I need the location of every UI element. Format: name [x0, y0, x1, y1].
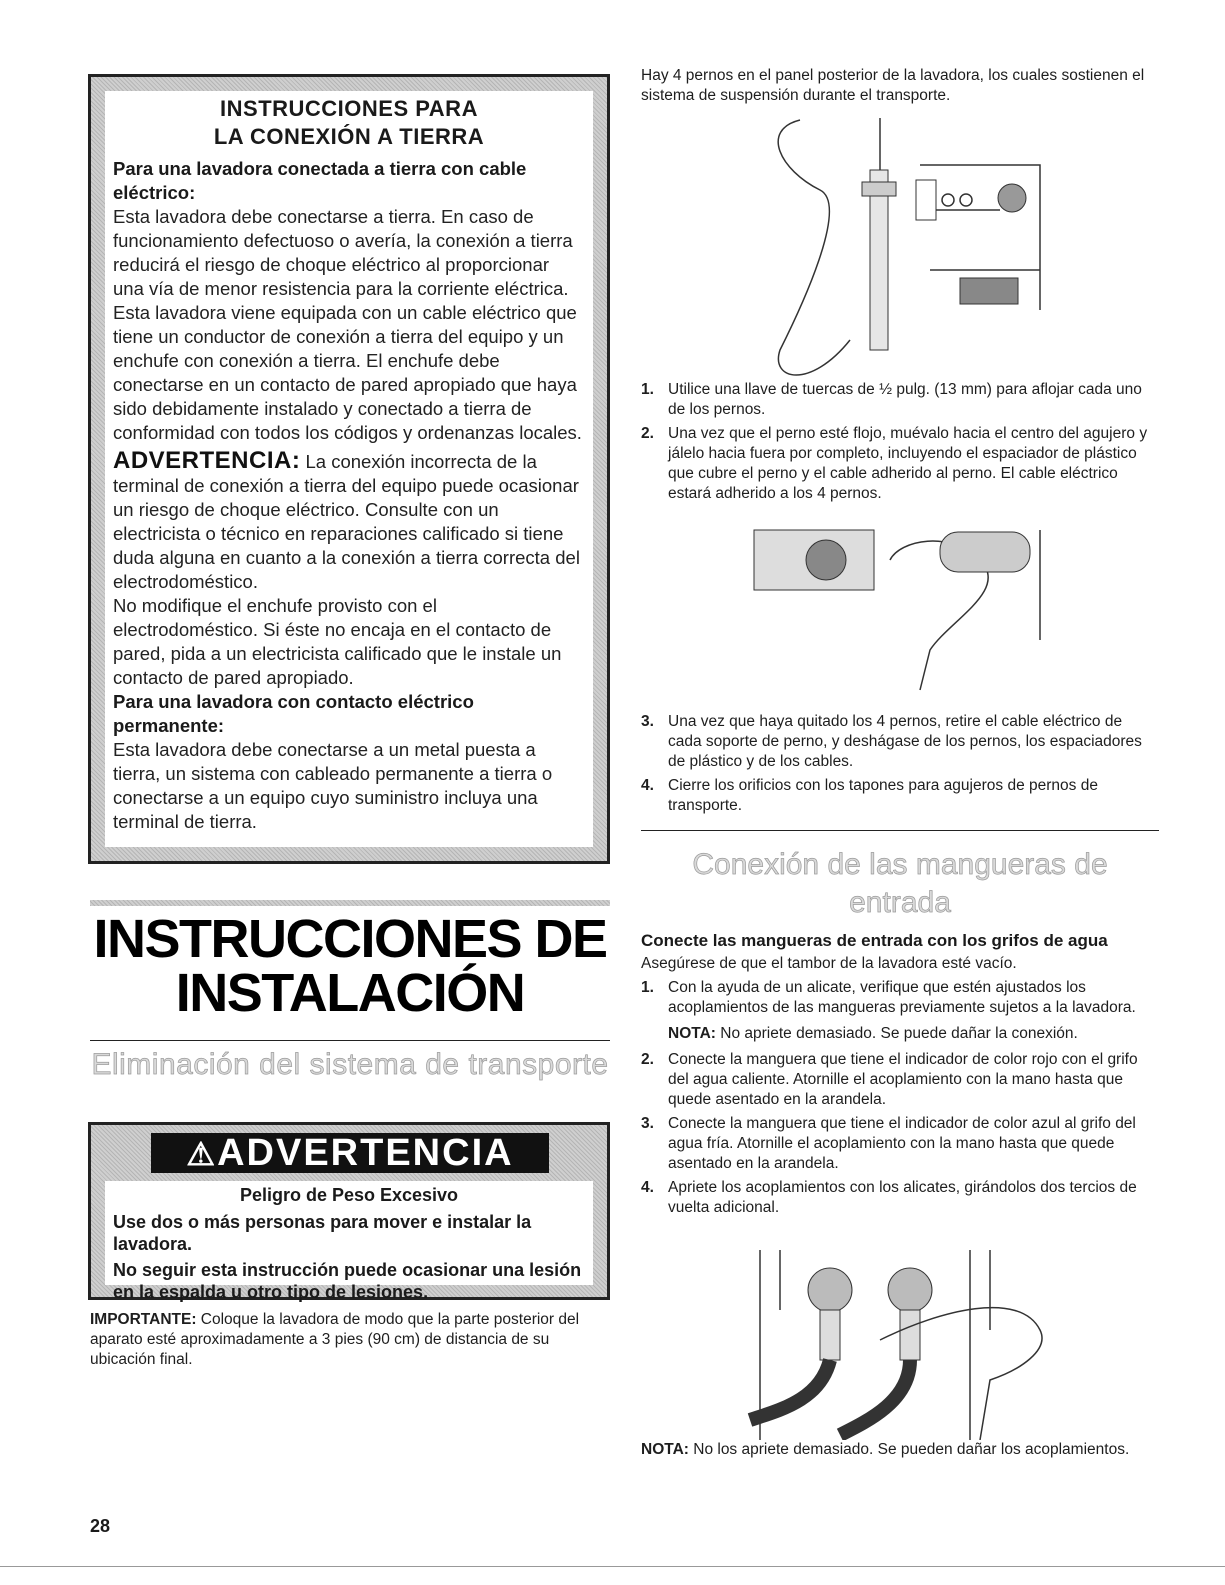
inlet-section-heading: Conexión de las mangueras de entrada — [692, 848, 1108, 919]
panel-bracket — [916, 180, 936, 220]
cold-faucet-body — [900, 1310, 920, 1360]
bolt-shape — [870, 170, 888, 350]
bolt-hole — [806, 540, 846, 580]
grounding-warning-label: ADVERTENCIA: — [113, 447, 301, 474]
corded-heading: Para una lavadora conectada a tierra con cable eléctrico: — [113, 158, 527, 203]
step-text: Una vez que el perno esté flojo, muévalo hacia el centro del agujero y jálelo hacia fuera por completo, incluyendo el espaciador de plástico que cubre el perno y el cable adherido al perno. El cable eléctrico estará adherido a los 4 pernos. — [668, 425, 1148, 502]
hazard-title: Peligro de Peso Excesivo — [239, 1185, 459, 1205]
panel-hole — [942, 194, 954, 206]
warning-banner — [151, 1133, 549, 1173]
step-number: 4. — [641, 1179, 654, 1196]
step-number: 2. — [641, 1051, 654, 1068]
modify-plug-text: No modifique el enchufe provisto con el electrodoméstico. Si éste no encaja en el contacto de pared, pida a un electricista calificado que le instale un contacto de pared apropiado. — [113, 595, 562, 688]
cold-faucet-handle — [888, 1268, 932, 1312]
transport-section-heading: Eliminación del sistema de transporte — [91, 1048, 609, 1081]
warning-banner-text: ADVERTENCIA — [217, 1132, 514, 1174]
step-number: 1. — [641, 381, 654, 398]
panel-hole — [960, 194, 972, 206]
step-text: Conecte la manguera que tiene el indicador de color rojo con el grifo del agua caliente. Atornille el acoplamiento con la mano hasta que quede asentado en la arandela. — [668, 1051, 1138, 1108]
grounding-warning — [113, 449, 585, 594]
grounding-instructions-content — [105, 91, 593, 847]
inlet-note-2 — [641, 1440, 1159, 1460]
page-number: 28 — [90, 1516, 111, 1536]
grounding-warning-text: La conexión incorrecta de la terminal de conexión a tierra del equipo puede ocasionar un riesgo de choque eléctrico. Consulte con un electricista o técnico en reparaciones calificado si tiene duda alguna en cuanto a la conexión a tierra correcta del electrodoméstico. — [113, 451, 580, 592]
important-text: Coloque la lavadora de modo que la parte posterior del aparato esté aproximadamente a 3 pies (90 cm) de distancia de su ubicación final. — [90, 1311, 580, 1368]
panel-vent-icon — [998, 184, 1026, 212]
step-number: 3. — [641, 1115, 654, 1132]
bolt-hole-plug — [960, 278, 1018, 304]
important-label: IMPORTANTE: — [90, 1311, 197, 1328]
warning-triangle-icon: ⚠ — [186, 1136, 218, 1172]
hot-faucet-handle — [808, 1268, 852, 1312]
step-text: Apriete los acoplamientos con los alicates, girándolos dos tercios de vuelta adicional. — [668, 1179, 1137, 1216]
inlet-subheading: Conecte las mangueras de entrada con los grifos de agua — [641, 931, 1108, 950]
inlet-note-1 — [641, 1024, 1159, 1044]
bolt-step — [641, 712, 1159, 772]
main-title-line2: INSTALACIÓN — [175, 963, 525, 1023]
hazard-instruction: Use dos o más personas para mover e instalar la lavadora. — [113, 1212, 532, 1254]
grounding-title-line1: INSTRUCCIONES PARA — [220, 96, 478, 121]
faucet-hose-illustration — [740, 1250, 1060, 1440]
inlet-step — [641, 978, 1159, 1018]
step-text: Conecte la manguera que tiene el indicador de color azul al grifo del agua fría. Atornille el acoplamiento con la mano hasta que quede asentado en la arandela. — [668, 1115, 1136, 1172]
section-divider-left — [90, 1040, 610, 1041]
important-note — [90, 1310, 610, 1370]
inlet-step — [641, 1114, 1159, 1174]
bolt-spacer — [862, 182, 896, 196]
step-number: 2. — [641, 425, 654, 442]
step-text: Una vez que haya quitado los 4 pernos, retire el cable eléctrico de cada soporte de perno, y deshágase de los pernos, los espaciadores de plástico y de los cables. — [668, 713, 1142, 770]
inlet-step — [641, 1050, 1159, 1110]
step-number: 4. — [641, 777, 654, 794]
bolt-step — [641, 380, 1159, 420]
bolt-steps-1-2 — [641, 380, 1159, 504]
permanent-text: Esta lavadora debe conectarse a un metal puesta a tierra, un sistema con cableado permanente a tierra o conectarse a un equipo cuyo suministro incluya una terminal de tierra. — [113, 739, 553, 832]
bolt-step — [641, 424, 1159, 504]
step-number: 3. — [641, 713, 654, 730]
grounding-instructions-box — [88, 74, 610, 864]
transport-bolt-illustration — [740, 110, 1060, 390]
corded-text: Esta lavadora debe conectarse a tierra. En caso de funcionamiento defectuoso o avería, la conexión a tierra reducirá el riesgo de choque eléctrico al proporcionar una vía de menor resistencia para la corriente eléctrica. Esta lavadora viene equipada con un cable eléctrico que tiene un conductor de conexión a tierra del equipo y un enchufe con conexión a tierra. El enchufe debe conectarse en un contacto de pared apropiado que haya sido debidamente instalado y conectado a tierra de conformidad con todos los códigos y ordenanzas locales. — [113, 206, 582, 443]
hot-hose — [750, 1360, 830, 1420]
bolt-steps-3-4 — [641, 712, 1159, 816]
permanent-heading: Para una lavadora con contacto eléctrico permanente: — [113, 691, 474, 736]
weight-warning-content — [105, 1181, 593, 1302]
weight-warning-box — [88, 1122, 610, 1300]
bolt-step — [641, 776, 1159, 816]
page-bottom-edge — [0, 1566, 1225, 1567]
grounding-title-line2: LA CONEXIÓN A TIERRA — [213, 124, 485, 149]
section-divider-right — [641, 830, 1159, 831]
note-label: NOTA: — [641, 1441, 689, 1458]
inlet-body — [641, 954, 1159, 1218]
step-text: Cierre los orificios con los tapones para agujeros de pernos de transporte. — [668, 777, 1098, 814]
hazard-consequence: No seguir esta instrucción puede ocasionar una lesión en la espalda u otro tipo de lesiones. — [113, 1260, 582, 1302]
inlet-intro: Asegúrese de que el tambor de la lavadora esté vacío. — [641, 955, 1017, 972]
bolt-in-hand — [940, 532, 1030, 572]
inlet-step — [641, 1178, 1159, 1218]
note-text: No apriete demasiado. Se puede dañar la conexión. — [720, 1025, 1078, 1042]
step-number: 1. — [641, 979, 654, 996]
note-label: NOTA: — [668, 1025, 716, 1042]
main-title — [90, 909, 610, 1023]
step-text: Utilice una llave de tuercas de ½ pulg. (13 mm) para aflojar cada uno de los pernos. — [668, 381, 1142, 418]
inlet-heading-wrap — [641, 846, 1159, 922]
cold-hose — [840, 1360, 910, 1435]
bolt-cable-line — [778, 120, 850, 375]
main-title-line1: INSTRUCCIONES DE — [93, 909, 607, 969]
note-text: No los apriete demasiado. Se pueden dañar los acoplamientos. — [693, 1441, 1130, 1458]
title-hatch-divider — [90, 900, 610, 906]
bolt-removal-illustration — [750, 520, 1070, 700]
bolts-intro: Hay 4 pernos en el panel posterior de la lavadora, los cuales sostienen el sistema de suspensión durante el transporte. — [641, 67, 1145, 104]
hot-faucet-body — [820, 1310, 840, 1360]
step-text: Con la ayuda de un alicate, verifique que estén ajustados los acoplamientos de las mangueras previamente sujetos a la lavadora. — [668, 979, 1136, 1016]
